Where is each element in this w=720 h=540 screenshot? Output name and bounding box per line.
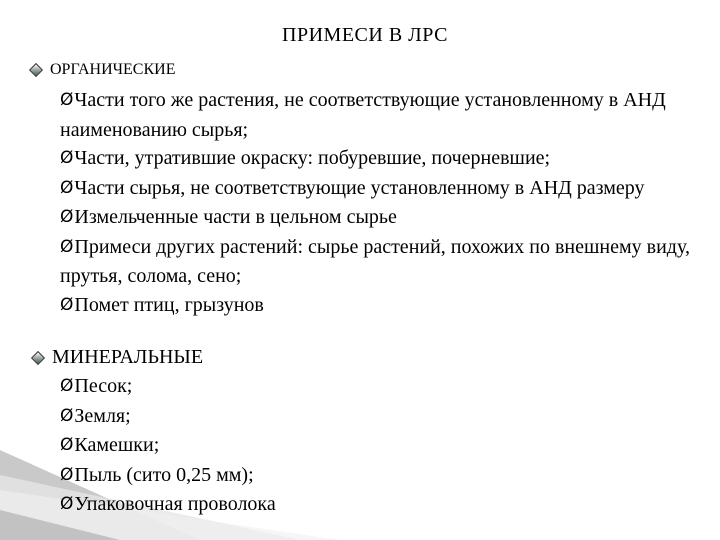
- section-heading-text: ОРГАНИЧЕСКИЕ: [50, 61, 176, 78]
- diamond-bullet-icon: [30, 64, 42, 76]
- section-heading-organic: [30, 61, 175, 79]
- arrow-bullet-icon: Ø: [60, 294, 74, 315]
- list-item: ØЧасти, утратившие окраску: побуревшие, почерневшие;: [60, 144, 700, 174]
- slide-title: ПРИМЕСИ В ЛРС: [282, 24, 448, 46]
- section-heading-text: МИНЕРАЛЬНЫЕ: [52, 346, 204, 368]
- arrow-bullet-icon: Ø: [60, 494, 74, 514]
- arrow-bullet-icon: Ø: [60, 148, 74, 168]
- arrow-bullet-icon: Ø: [60, 90, 74, 110]
- list-item: ØПесок;: [60, 372, 700, 402]
- list-item: ØЗемля;: [60, 402, 700, 432]
- list-item: ØУпаковочная проволока: [60, 490, 700, 520]
- arrow-bullet-icon: Ø: [60, 207, 74, 227]
- arrow-bullet-icon: Ø: [60, 177, 74, 198]
- section-heading-mineral: [32, 346, 203, 369]
- list-item: ØПримеси других растений: сырье растений, похожих по внешнему виду, прутья, солома, сено;: [60, 233, 700, 291]
- mineral-impurities-list: [60, 372, 700, 520]
- list-item: ØПомет птиц, грызунов: [60, 291, 700, 321]
- arrow-bullet-icon: Ø: [60, 464, 74, 485]
- list-item: ØКамешки;: [60, 431, 700, 461]
- list-item: ØИзмельченные части в цельном сырье: [60, 203, 700, 233]
- arrow-bullet-icon: Ø: [60, 405, 74, 426]
- list-item: ØПыль (сито 0,25 мм);: [60, 461, 700, 491]
- list-item: ØЧасти того же растения, не соответствующие установленному в АНД наименованию сырья;: [60, 86, 700, 144]
- arrow-bullet-icon: Ø: [60, 435, 74, 455]
- arrow-bullet-icon: Ø: [60, 376, 74, 396]
- organic-impurities-list: [60, 86, 700, 320]
- diamond-bullet-icon: [32, 352, 44, 364]
- list-item: ØЧасти сырья, не соответствующие установленному в АНД размеру: [60, 174, 700, 204]
- arrow-bullet-icon: Ø: [60, 236, 74, 257]
